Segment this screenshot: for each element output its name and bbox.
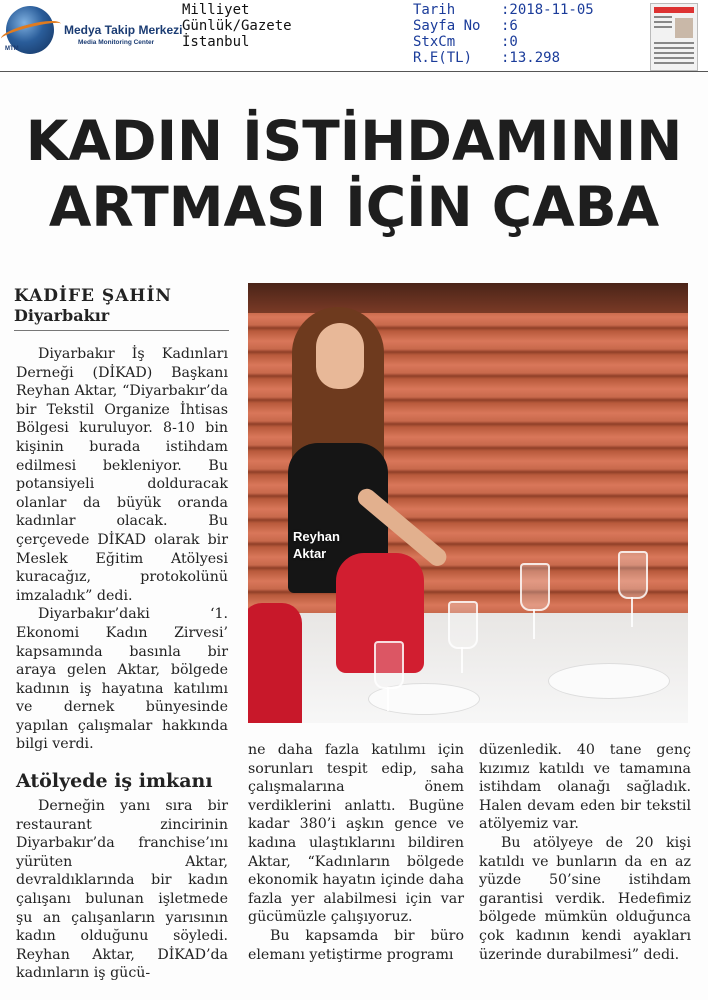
publication-name: Milliyet <box>182 2 250 18</box>
meta-row-ad-value: R.E(TL) :13.298 <box>413 50 561 66</box>
meta-row-stxcm: StxCm :0 <box>413 34 518 50</box>
logo-title: Medya Takip Merkezi <box>64 23 183 37</box>
clipping-meta <box>413 2 594 66</box>
wine-glass <box>374 641 404 689</box>
logo-subtitle: Media Monitoring Center <box>78 39 155 46</box>
wine-glass <box>520 563 550 611</box>
article-subheading: Atölyede iş imkanı <box>16 770 213 792</box>
publication-frequency: Günlük/Gazete <box>182 18 292 34</box>
photo-caption: Reyhan Aktar <box>293 529 340 561</box>
red-chair <box>248 603 302 723</box>
wine-glass <box>618 551 648 599</box>
paragraph: Bu kapsamda bir büro elemanı yetiştirme programı <box>248 927 464 963</box>
page-thumbnail[interactable] <box>650 3 698 71</box>
article-photo <box>248 283 688 723</box>
paragraph: Derneğin yanı sıra bir restaurant zincirinin Diyarbakır’da franchise’ını yürüten Aktar, devraldıklarında bir kadın çalışanı bulunan işletmede şu an çalışanların yarısının kadın olduğunu söyledi. Reyhan Aktar, DİKAD’da kadınların iş gücü- <box>16 798 228 982</box>
logo-mark: MTM <box>5 46 19 52</box>
article-column-3 <box>479 741 691 964</box>
byline <box>14 286 229 326</box>
header-divider <box>0 71 708 72</box>
paragraph: Bu atölyeye de 20 kişi katıldı ve bunların da en az yüzde 50’sine istihdam garantisi verdik. Hedefimiz bölgede mümkün olduğunca çok kadının kendi ayakları üzerinde durabilmesi” dedi. <box>479 834 691 963</box>
paragraph: Diyarbakır İş Kadınları Derneği (DİKAD) Başkanı Reyhan Aktar, “Diyarbakır’da bir Tekstil Organize İhtisas Bölgesi kuruluyor. 8-10 bin kişinin burada istihdam edilmesi bekleniyor. Bu potansiyeli dolduracak olanlar da büyük oranda kadınlar olacak. Bu çerçevede DİKAD olarak bir Meslek Eğitim Atölyesi kuracağız, protokolünü imzaladık” dedi. <box>16 346 228 604</box>
mtm-logo <box>0 2 183 58</box>
clipping-header <box>0 0 708 72</box>
headline-line-1: KADIN İSTİHDAMININ <box>25 109 683 173</box>
paragraph: düzenledik. 40 tane genç kızımız katıldı ve tamamına istihdam olanağı sağladık. Halen devam eden bir tekstil atölyemiz var. <box>479 742 691 833</box>
paragraph: Diyarbakır’daki ‘1. Ekonomi Kadın Zirvesi’ kapsamında basınla bir araya gelen Aktar, bölgede kadının iş hayatına katılımı ve dernek bünyesinde yapılan çalışmalar hakkında bilgi verdi. <box>16 606 228 753</box>
byline-divider <box>14 330 229 331</box>
author-name: KADİFE ŞAHİN <box>14 286 172 306</box>
plate <box>548 663 670 699</box>
wine-glass <box>448 601 478 649</box>
meta-row-date: Tarih :2018-11-05 <box>413 2 594 18</box>
publication-info <box>182 2 292 50</box>
headline-line-2: ARTMASI İÇİN ÇABA <box>48 175 660 239</box>
article-headline <box>14 108 694 240</box>
publication-city: İstanbul <box>182 34 250 50</box>
article-column-1 <box>16 345 228 754</box>
dateline-city: Diyarbakır <box>14 306 110 325</box>
article-column-1-continued <box>16 797 228 983</box>
meta-row-page: Sayfa No :6 <box>413 18 518 34</box>
paragraph: ne daha fazla katılımı için sorunları tespit edip, saha çalışmalarına önem verdiklerini anlattı. Bugüne kadar 380’i aşkın gence ve kadına ulaştıklarını bildiren Aktar, “Kadınların bölgede ekonomik hayatın içinde daha fazla yer alabilmesi için var gücümüzle çalışıyoruz. <box>248 742 464 926</box>
article-column-2 <box>248 741 464 964</box>
